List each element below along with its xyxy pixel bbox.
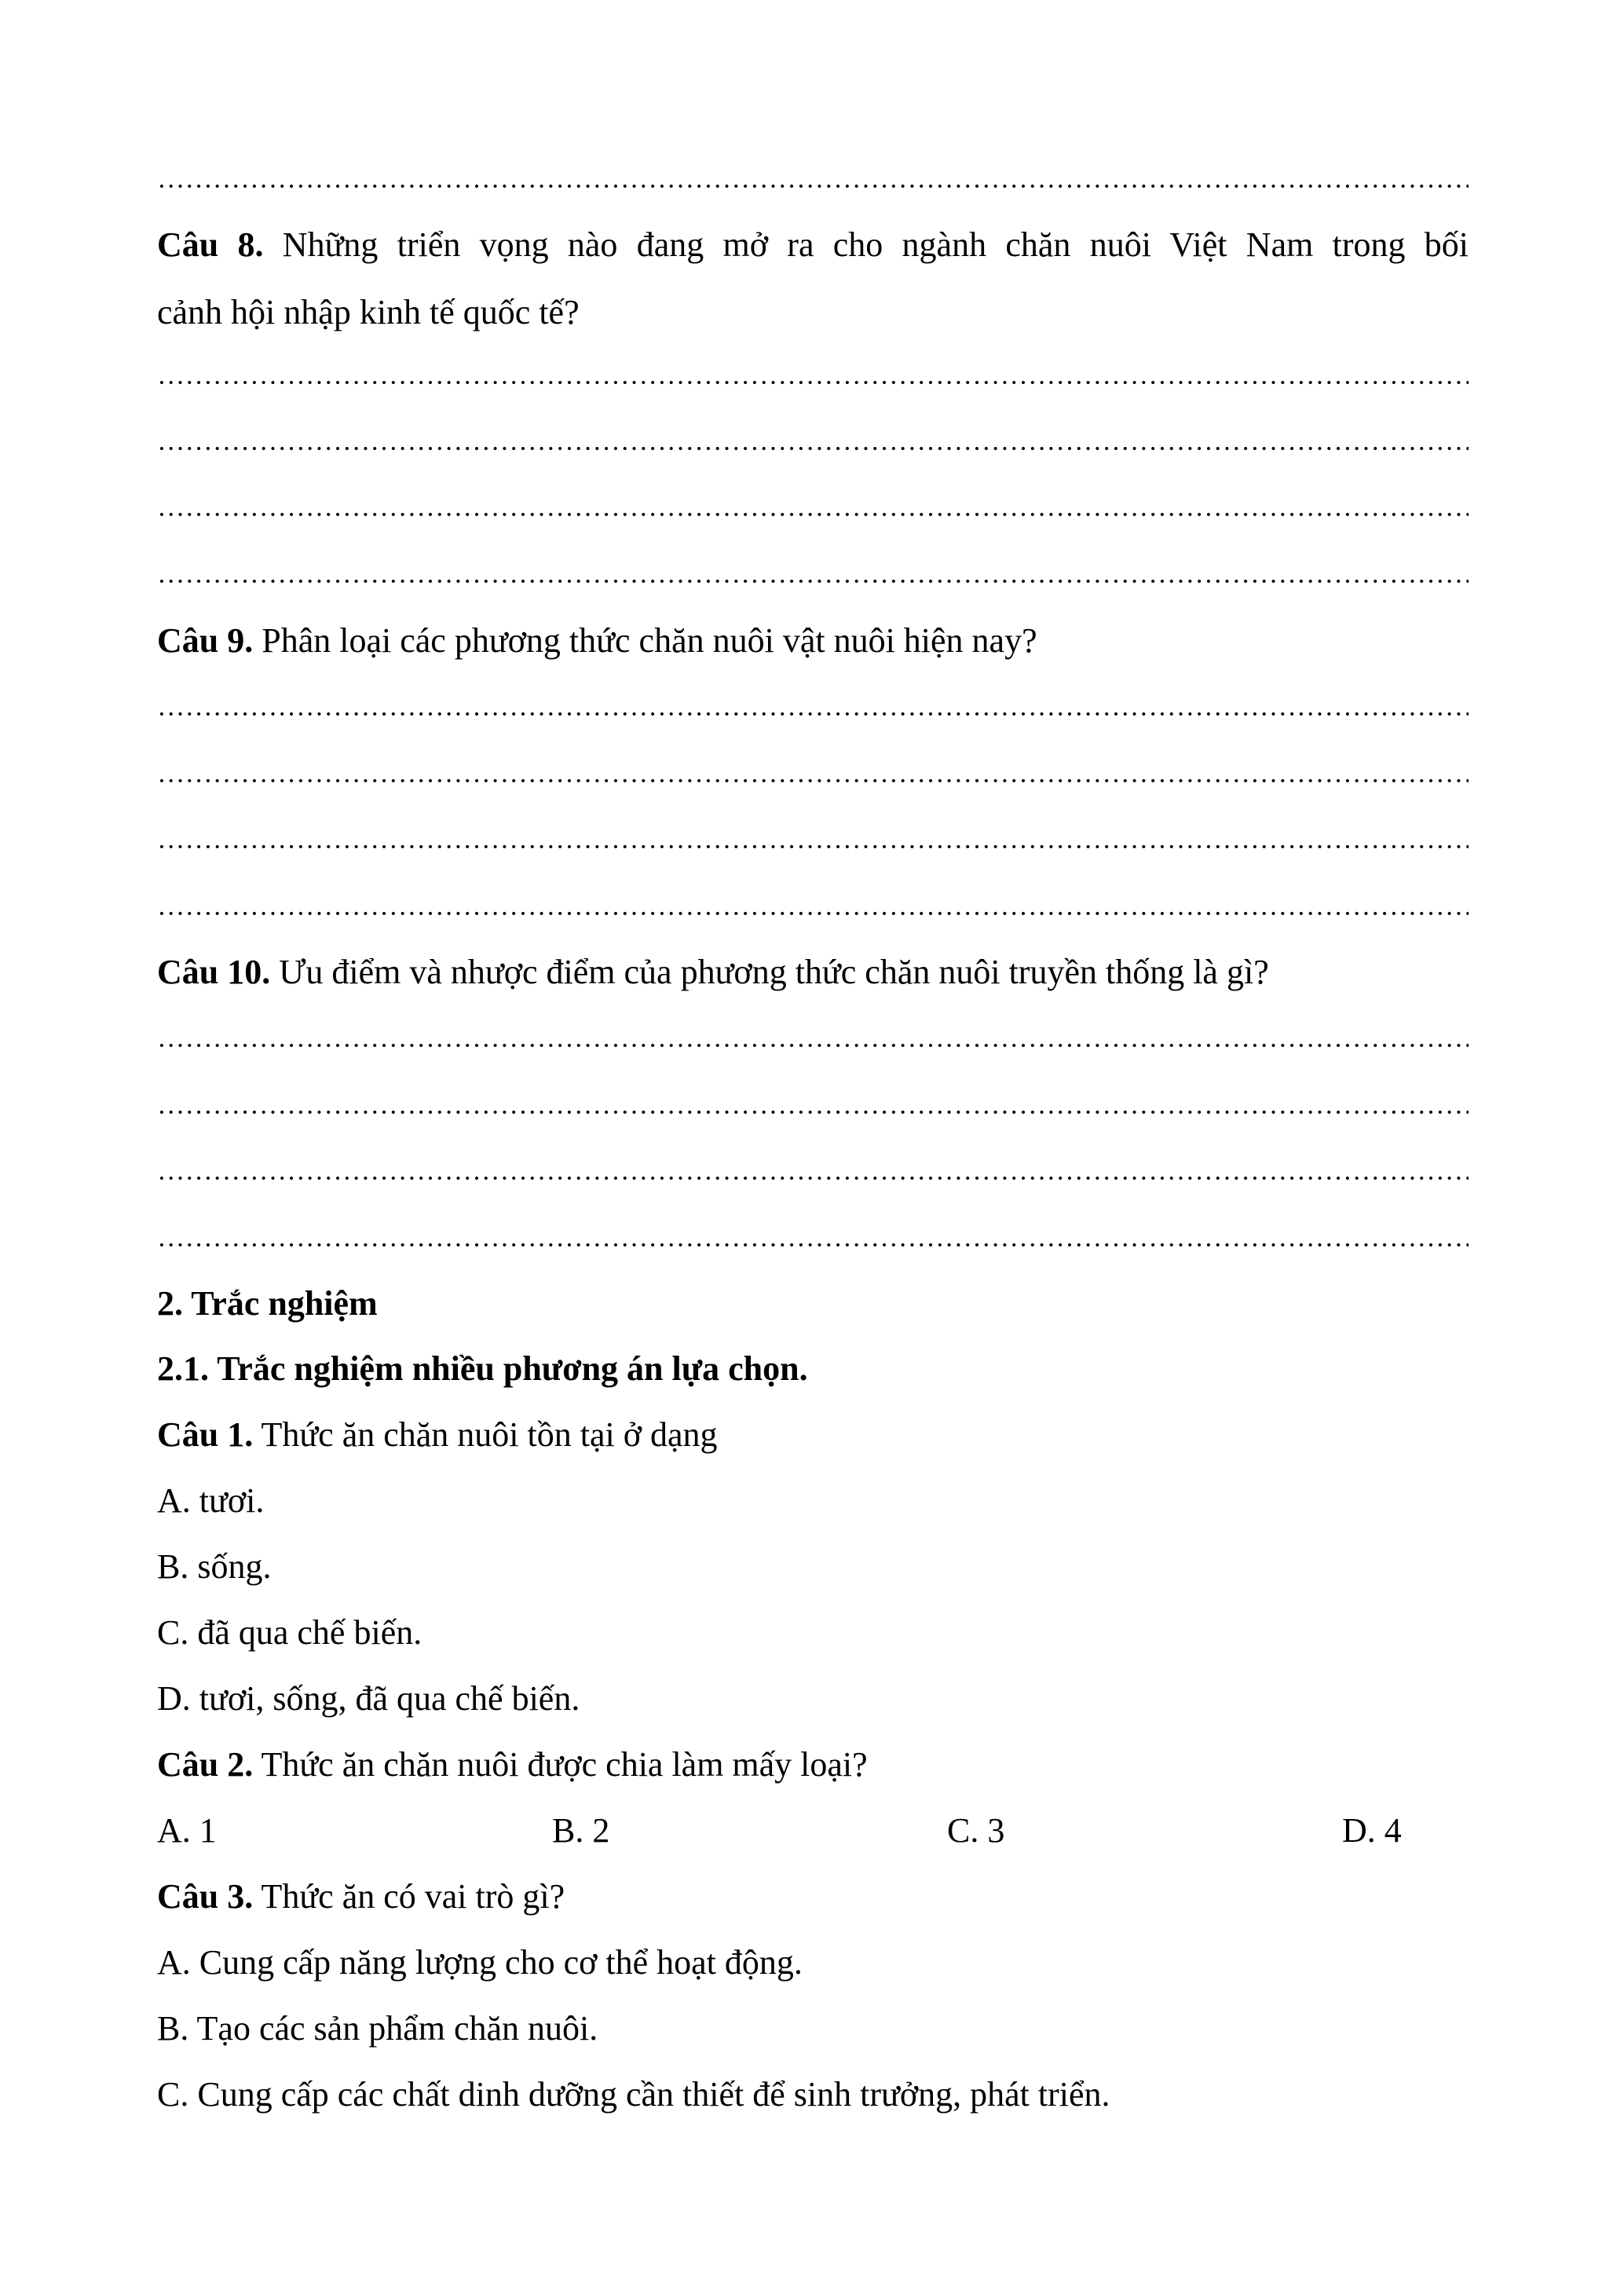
option-b: B. Tạo các sản phẩm chăn nuôi. (157, 2009, 598, 2048)
option-d: D. tươi, sống, đã qua chế biến. (157, 1679, 580, 1718)
option-c: C. 3 (947, 1811, 1005, 1850)
section-title: 2. Trắc nghiệm (157, 1284, 378, 1323)
section-heading (157, 1280, 1469, 1327)
question-label: Câu 3. (157, 1877, 254, 1916)
answer-line (157, 1174, 1469, 1182)
option-a: A. Cung cấp năng lượng cho cơ thể hoạt động. (157, 1943, 803, 1982)
question-9 (157, 617, 1469, 664)
question-label: Câu 8. (157, 225, 264, 264)
question-text: Thức ăn chăn nuôi tồn tại ở dạng (253, 1415, 718, 1454)
question-10 (157, 949, 1469, 996)
answer-line (157, 445, 1469, 452)
question-label: Câu 2. (157, 1745, 254, 1784)
answer-line (157, 710, 1469, 718)
option-c: C. Cung cấp các chất dinh dưỡng cần thiết để sinh trưởng, phát triển. (157, 2075, 1110, 2114)
subsection-heading (157, 1345, 1469, 1393)
answer-line (157, 1041, 1469, 1049)
mc-question-3 (157, 1873, 1469, 1920)
option-d: D. 4 (1342, 1811, 1402, 1850)
answer-line (157, 910, 1469, 917)
answer-line (157, 577, 1469, 585)
mc-question-1 (157, 1411, 1469, 1459)
option-a: A. 1 (157, 1811, 217, 1850)
option-c: C. đã qua chế biến. (157, 1613, 422, 1652)
answer-line (157, 182, 1469, 190)
answer-line (157, 1241, 1469, 1249)
question-text: Những triển vọng nào đang mở ra cho ngành chăn nuôi Việt Nam trong bối (263, 225, 1469, 264)
question-text: Thức ăn có vai trò gì? (253, 1877, 565, 1916)
option-a: A. tươi. (157, 1481, 265, 1520)
option-b: B. 2 (552, 1811, 610, 1850)
answer-line (157, 777, 1469, 785)
question-label: Câu 1. (157, 1415, 254, 1454)
answer-line (157, 379, 1469, 386)
question-8 (157, 221, 1469, 269)
subsection-title: 2.1. Trắc nghiệm nhiều phương án lựa chọn. (157, 1349, 808, 1388)
answer-line (157, 843, 1469, 851)
question-text: cảnh hội nhập kinh tế quốc tế? (157, 293, 580, 331)
question-8-continued (157, 289, 1469, 336)
question-text: Phân loại các phương thức chăn nuôi vật nuôi hiện nay? (253, 621, 1037, 660)
question-text: Ưu điểm và nhược điểm của phương thức chăn nuôi truyền thống là gì? (270, 953, 1269, 991)
mc-question-2 (157, 1741, 1469, 1788)
question-label: Câu 10. (157, 953, 271, 991)
answer-line (157, 511, 1469, 518)
question-label: Câu 9. (157, 621, 254, 660)
option-b: B. sống. (157, 1547, 272, 1586)
question-text: Thức ăn chăn nuôi được chia làm mấy loại? (253, 1745, 868, 1784)
answer-line (157, 1108, 1469, 1116)
